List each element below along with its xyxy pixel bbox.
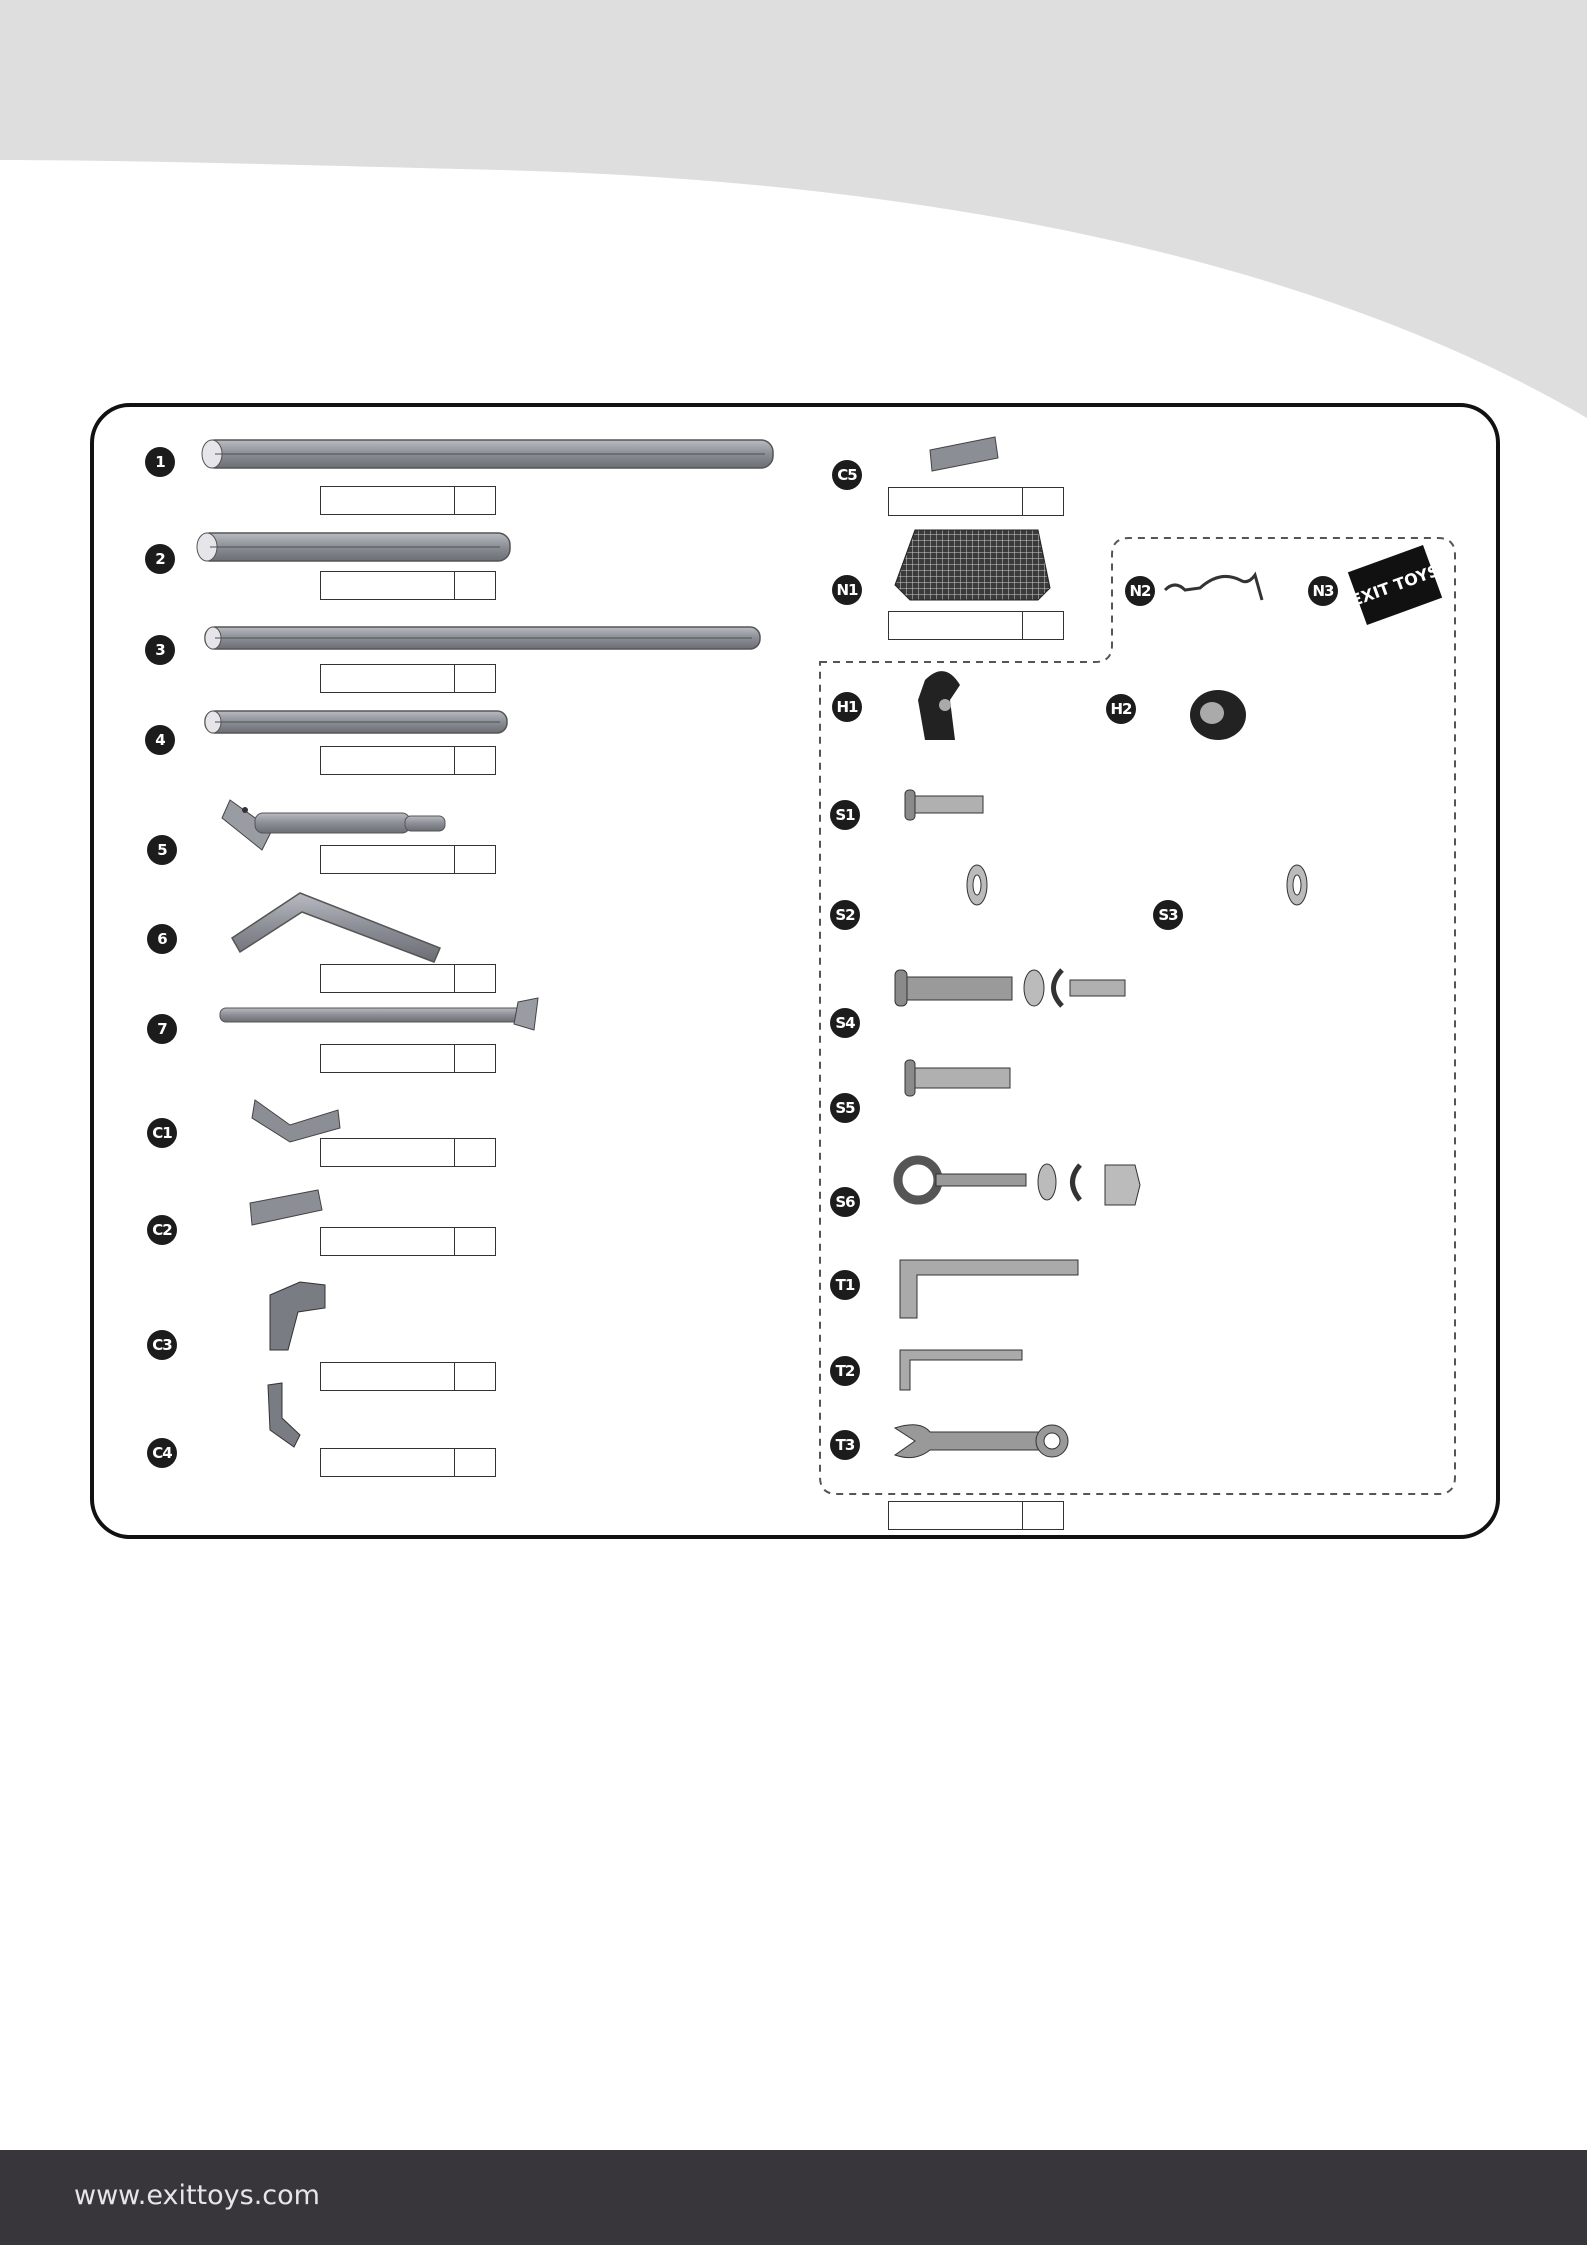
part-badge-h2: H2 [1106, 694, 1136, 724]
qty-box-c2 [320, 1227, 496, 1256]
qty-box-c1 [320, 1138, 496, 1167]
part-badge-s6: S6 [830, 1187, 860, 1217]
part-badge-h1: H1 [832, 692, 862, 722]
part-badge-2: 2 [145, 544, 175, 574]
part-badge-n1: N1 [832, 575, 862, 605]
washer-s3-drawing [1287, 865, 1307, 905]
part-badge-c1: C1 [147, 1118, 177, 1148]
hook-h2-drawing [1190, 690, 1246, 740]
qty-box-6 [320, 964, 496, 993]
part-badge-s5: S5 [830, 1093, 860, 1123]
part-badge-n3: N3 [1308, 576, 1338, 606]
washer-s2-drawing [967, 865, 987, 905]
connector-c3-drawing [270, 1282, 325, 1350]
qty-box-hardware [888, 1501, 1064, 1530]
allen-key-t1-drawing [900, 1260, 1078, 1318]
part-badge-s3: S3 [1153, 900, 1183, 930]
screw-s5-drawing [905, 1060, 1010, 1096]
footer-bar [0, 2150, 1587, 2245]
part-badge-t3: T3 [830, 1430, 860, 1460]
part-badge-s2: S2 [830, 900, 860, 930]
tube-1-drawing [202, 440, 773, 468]
part-badge-s4: S4 [830, 1008, 860, 1038]
connector-c5-drawing [930, 437, 998, 471]
part-badge-1: 1 [145, 447, 175, 477]
allen-key-t2-drawing [900, 1350, 1022, 1390]
net-n1-drawing [895, 530, 1050, 600]
connector-c1-drawing [252, 1100, 340, 1142]
qty-box-3 [320, 664, 496, 693]
part-badge-5: 5 [147, 835, 177, 865]
tube-4-drawing [205, 711, 507, 733]
tube-7-drawing [220, 998, 538, 1030]
wrench-t3-drawing [895, 1425, 1068, 1458]
part-badge-s1: S1 [830, 800, 860, 830]
part-badge-n2: N2 [1125, 576, 1155, 606]
qty-box-7 [320, 1044, 496, 1073]
header-swoosh [0, 0, 1587, 418]
qty-box-2 [320, 571, 496, 600]
svg-text:EXIT TOYS: EXIT TOYS [1348, 560, 1443, 611]
tube-3-drawing [205, 627, 760, 649]
qty-box-5 [320, 845, 496, 874]
connector-c2-drawing [250, 1190, 322, 1225]
part-badge-c3: C3 [147, 1330, 177, 1360]
part-badge-7: 7 [147, 1014, 177, 1044]
qty-box-c3 [320, 1362, 496, 1391]
part-badge-t2: T2 [830, 1356, 860, 1386]
bolt-set-s4-drawing [895, 970, 1125, 1006]
hook-h1-drawing [918, 671, 960, 740]
part-badge-c4: C4 [147, 1438, 177, 1468]
part-badge-6: 6 [147, 924, 177, 954]
tube-5-drawing [222, 800, 445, 850]
connector-c4-drawing [268, 1383, 300, 1447]
screw-s1-drawing [905, 790, 983, 820]
qty-box-4 [320, 746, 496, 775]
qty-box-1 [320, 486, 496, 515]
part-badge-c5: C5 [832, 460, 862, 490]
qty-box-n1 [888, 611, 1064, 640]
qty-box-c5 [888, 487, 1064, 516]
qty-box-c4 [320, 1448, 496, 1477]
exit-logo-n3 [1342, 543, 1448, 627]
tube-2-drawing [197, 533, 510, 561]
part-badge-t1: T1 [830, 1270, 860, 1300]
part-badge-c2: C2 [147, 1215, 177, 1245]
footer-url[interactable]: www.exittoys.com [74, 2180, 320, 2211]
tube-6-drawing [232, 893, 440, 962]
part-badge-4: 4 [145, 725, 175, 755]
parts-frame [92, 405, 1498, 1537]
part-badge-3: 3 [145, 635, 175, 665]
rope-n2-drawing [1165, 575, 1262, 600]
eye-bolt-s6-drawing [898, 1160, 1140, 1205]
